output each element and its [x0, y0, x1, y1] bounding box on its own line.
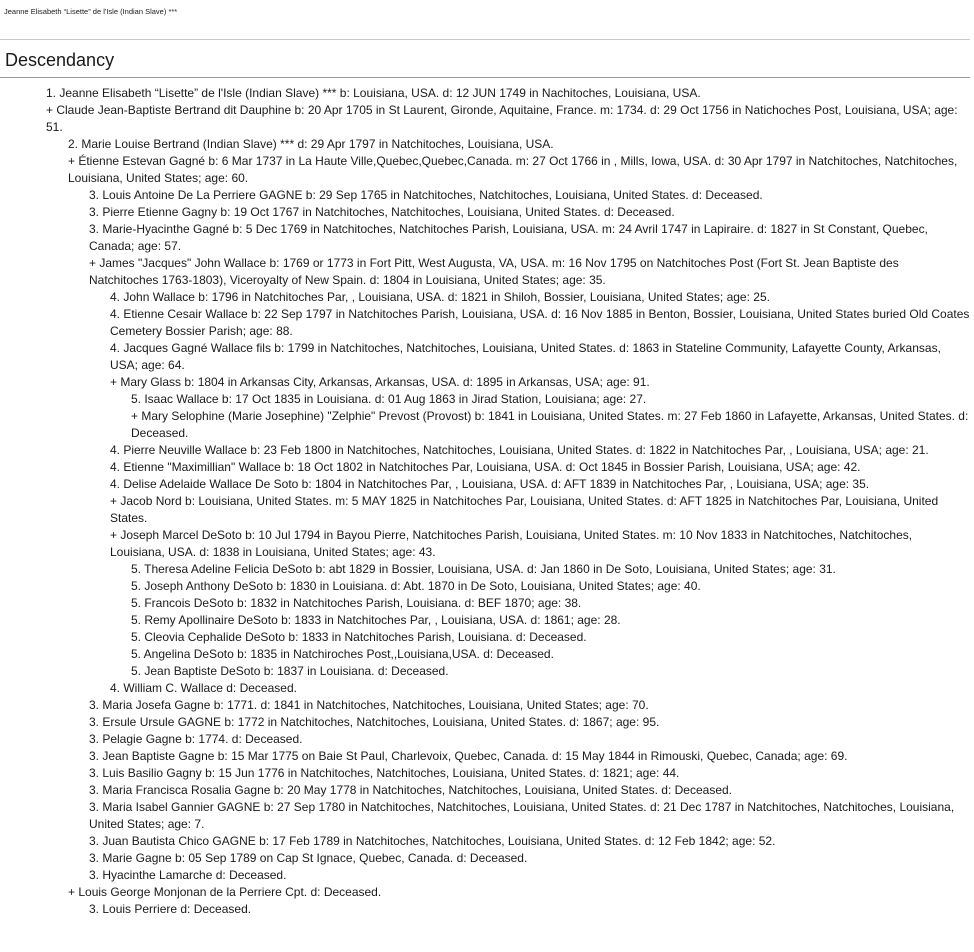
list-item: 5. Cleovia Cephalide DeSoto b: 1833 in Natchitoches Parish, Louisiana. d: Deceased.	[131, 630, 587, 644]
list-item: 5. Francois DeSoto b: 1832 in Natchitoches Parish, Louisiana. d: BEF 1870; age: 38.	[131, 596, 582, 610]
title-divider	[0, 77, 970, 78]
list-item: 3. Maria Francisca Rosalia Gagne b: 20 May 1778 in Natchitoches, Natchitoches, Louisiana, United States. d: Deceased.	[89, 783, 733, 797]
list-item: 3. Marie-Hyacinthe Gagné b: 5 Dec 1769 in Natchitoches, Natchitoches Parish, Louisiana, USA. m: 24 Avril 1747 in Lapiraire. d: 1827 in St Constant, Quebec, Canada; age: 57.	[89, 222, 928, 253]
list-item: 3. Louis Antoine De La Perriere GAGNE b: 29 Sep 1765 in Natchitoches, Natchitoches, Louisiana, United States. d: Deceased.	[89, 188, 763, 202]
list-item: + Mary Glass b: 1804 in Arkansas City, Arkansas, Arkansas, USA. d: 1895 in Arkansas, USA; age: 91.	[110, 375, 650, 389]
list-item: + Claude Jean-Baptiste Bertrand dit Dauphine b: 20 Apr 1705 in St Laurent, Gironde, Aquitaine, France. m: 1734. d: 29 Oct 1756 in Natichoches Post, Louisiana, USA; age: 51.	[46, 103, 958, 134]
list-item: 3. Pierre Etienne Gagny b: 19 Oct 1767 in Natchitoches, Natchitoches, Louisiana, United States. d: Deceased.	[89, 205, 675, 219]
list-item: 3. Juan Bautista Chico GAGNE b: 17 Feb 1789 in Natchitoches, Natchitoches, Louisiana, United States. d: 12 Feb 1842; age: 52.	[89, 834, 776, 848]
list-item: 5. Theresa Adeline Felicia DeSoto b: abt 1829 in Bossier, Louisiana, USA. d: Jan 1860 in De Soto, Louisiana, United States; age: 31.	[131, 562, 836, 576]
list-item: 3. Marie Gagne b: 05 Sep 1789 on Cap St Ignace, Quebec, Canada. d: Deceased.	[89, 851, 528, 865]
list-item: + Jacob Nord b: Louisiana, United States. m: 5 MAY 1825 in Natchitoches Par, Louisiana, United States. d: AFT 1825 in Natchitoches Par, Louisiana, United States.	[110, 494, 939, 525]
list-item: 4. William C. Wallace d: Deceased.	[110, 681, 297, 695]
list-item: 4. Etienne "Maximillian" Wallace b: 18 Oct 1802 in Natchitoches Par, Louisiana, USA. d: Oct 1845 in Bossier Parish, Louisiana, USA; age: 42.	[110, 460, 861, 474]
list-item: 3. Maria Isabel Gannier GAGNE b: 27 Sep 1780 in Natchitoches, Natchitoches, Louisiana, United States. d: 21 Dec 1787 in Natchitoches, Natchitoches, Louisiana, United States; age: 7.	[89, 800, 955, 831]
list-item: + Joseph Marcel DeSoto b: 10 Jul 1794 in Bayou Pierre, Natchitoches Parish, Louisiana, United States. m: 10 Nov 1833 in Natchitoches, Natchitoches, Louisiana, USA. d: 1838 in Louisiana, United States; age: 43.	[110, 528, 913, 559]
breadcrumb: Jeanne Elisabeth “Lisette” de l'Isle (Indian Slave) ***	[4, 7, 178, 16]
list-item: 4. John Wallace b: 1796 in Natchitoches Par, , Louisiana, USA. d: 1821 in Shiloh, Bossier, Louisiana, United States; age: 25.	[110, 290, 770, 304]
list-item: + Louis George Monjonan de la Perriere Cpt. d: Deceased.	[68, 885, 382, 899]
descendancy-list	[0, 85, 974, 918]
list-item: 2. Marie Louise Bertrand (Indian Slave) *** d: 29 Apr 1797 in Natchitoches, Louisiana, USA.	[68, 137, 554, 151]
list-item: 5. Angelina DeSoto b: 1835 in Natchiroches Post,,Louisiana,USA. d: Deceased.	[131, 647, 554, 661]
list-item: 3. Hyacinthe Lamarche d: Deceased.	[89, 868, 287, 882]
list-item: 5. Joseph Anthony DeSoto b: 1830 in Louisiana. d: Abt. 1870 in De Soto, Louisiana, United States; age: 40.	[131, 579, 701, 593]
list-item: + Étienne Estevan Gagné b: 6 Mar 1737 in La Haute Ville,Quebec,Quebec,Canada. m: 27 Oct 1766 in , Mills, Iowa, USA. d: 30 Apr 1797 in Natchitoches, Natchitoches, Louisiana, United States; age: 60.	[68, 154, 958, 185]
list-item: 1. Jeanne Elisabeth “Lisette” de l'Isle (Indian Slave) *** b: Louisiana, USA. d: 12 JUN 1749 in Nachitoches, Louisiana, USA.	[46, 86, 701, 100]
list-item: 3. Maria Josefa Gagne b: 1771. d: 1841 in Natchitoches, Natchitoches, Louisiana, United States; age: 70.	[89, 698, 649, 712]
list-item: 3. Ersule Ursule GAGNE b: 1772 in Natchitoches, Natchitoches, Louisiana, United States. d: 1867; age: 95.	[89, 715, 660, 729]
list-item: 4. Delise Adelaide Wallace De Soto b: 1804 in Natchitoches Par, , Louisiana, USA. d: AFT 1839 in Natchitoches Par, , Louisiana, USA; age: 35.	[110, 477, 870, 491]
section-title: Descendancy	[5, 50, 115, 70]
list-item: 5. Isaac Wallace b: 17 Oct 1835 in Louisiana. d: 01 Aug 1863 in Jirad Station, Louisiana; age: 27.	[131, 392, 647, 406]
list-item: 4. Jacques Gagné Wallace fils b: 1799 in Natchitoches, Natchitoches, Louisiana, United States. d: 1863 in Stateline Community, Lafayette County, Arkansas, USA; age: 64.	[110, 341, 941, 372]
list-item: + James "Jacques" John Wallace b: 1769 or 1773 in Fort Pitt, West Augusta, VA, USA. m: 16 Nov 1795 on Natchitoches Post (Fort St. Jean Baptiste des Natchitoches 1763-1803), Viceroyalty of New Spain. d: 1804 in Louisiana, United States; age: 35.	[89, 256, 899, 287]
list-item: + Mary Selophine (Marie Josephine) "Zelphie" Prevost (Provost) b: 1841 in Louisiana, United States. m: 27 Feb 1860 in Lafayette, Arkansas, United States. d: Deceased.	[131, 409, 969, 440]
list-item: 4. Pierre Neuville Wallace b: 23 Feb 1800 in Natchitoches, Natchitoches, Louisiana, United States. d: 1822 in Natchitoches Par, , Louisiana, USA; age: 21.	[110, 443, 929, 457]
list-item: 3. Louis Perriere d: Deceased.	[89, 902, 252, 916]
list-item: 3. Luis Basilio Gagny b: 15 Jun 1776 in Natchitoches, Natchitoches, Louisiana, United States. d: 1821; age: 44.	[89, 766, 680, 780]
list-item: 3. Jean Baptiste Gagne b: 15 Mar 1775 on Baie St Paul, Charlevoix, Quebec, Canada. d: 15 May 1844 in Rimouski, Quebec, Canada; age: 69.	[89, 749, 848, 763]
list-item: 3. Pelagie Gagne b: 1774. d: Deceased.	[89, 732, 303, 746]
list-item: 5. Jean Baptiste DeSoto b: 1837 in Louisiana. d: Deceased.	[131, 664, 449, 678]
list-item: 4. Etienne Cesair Wallace b: 22 Sep 1797 in Natchitoches Parish, Louisiana, USA. d: 16 Nov 1885 in Benton, Bossier, Louisiana, United States buried Old Coates Cemetery Bossier Parish; age: 88.	[110, 307, 970, 338]
list-item: 5. Remy Apollinaire DeSoto b: 1833 in Natchitoches Par, , Louisiana, USA. d: 1861; age: 28.	[131, 613, 621, 627]
